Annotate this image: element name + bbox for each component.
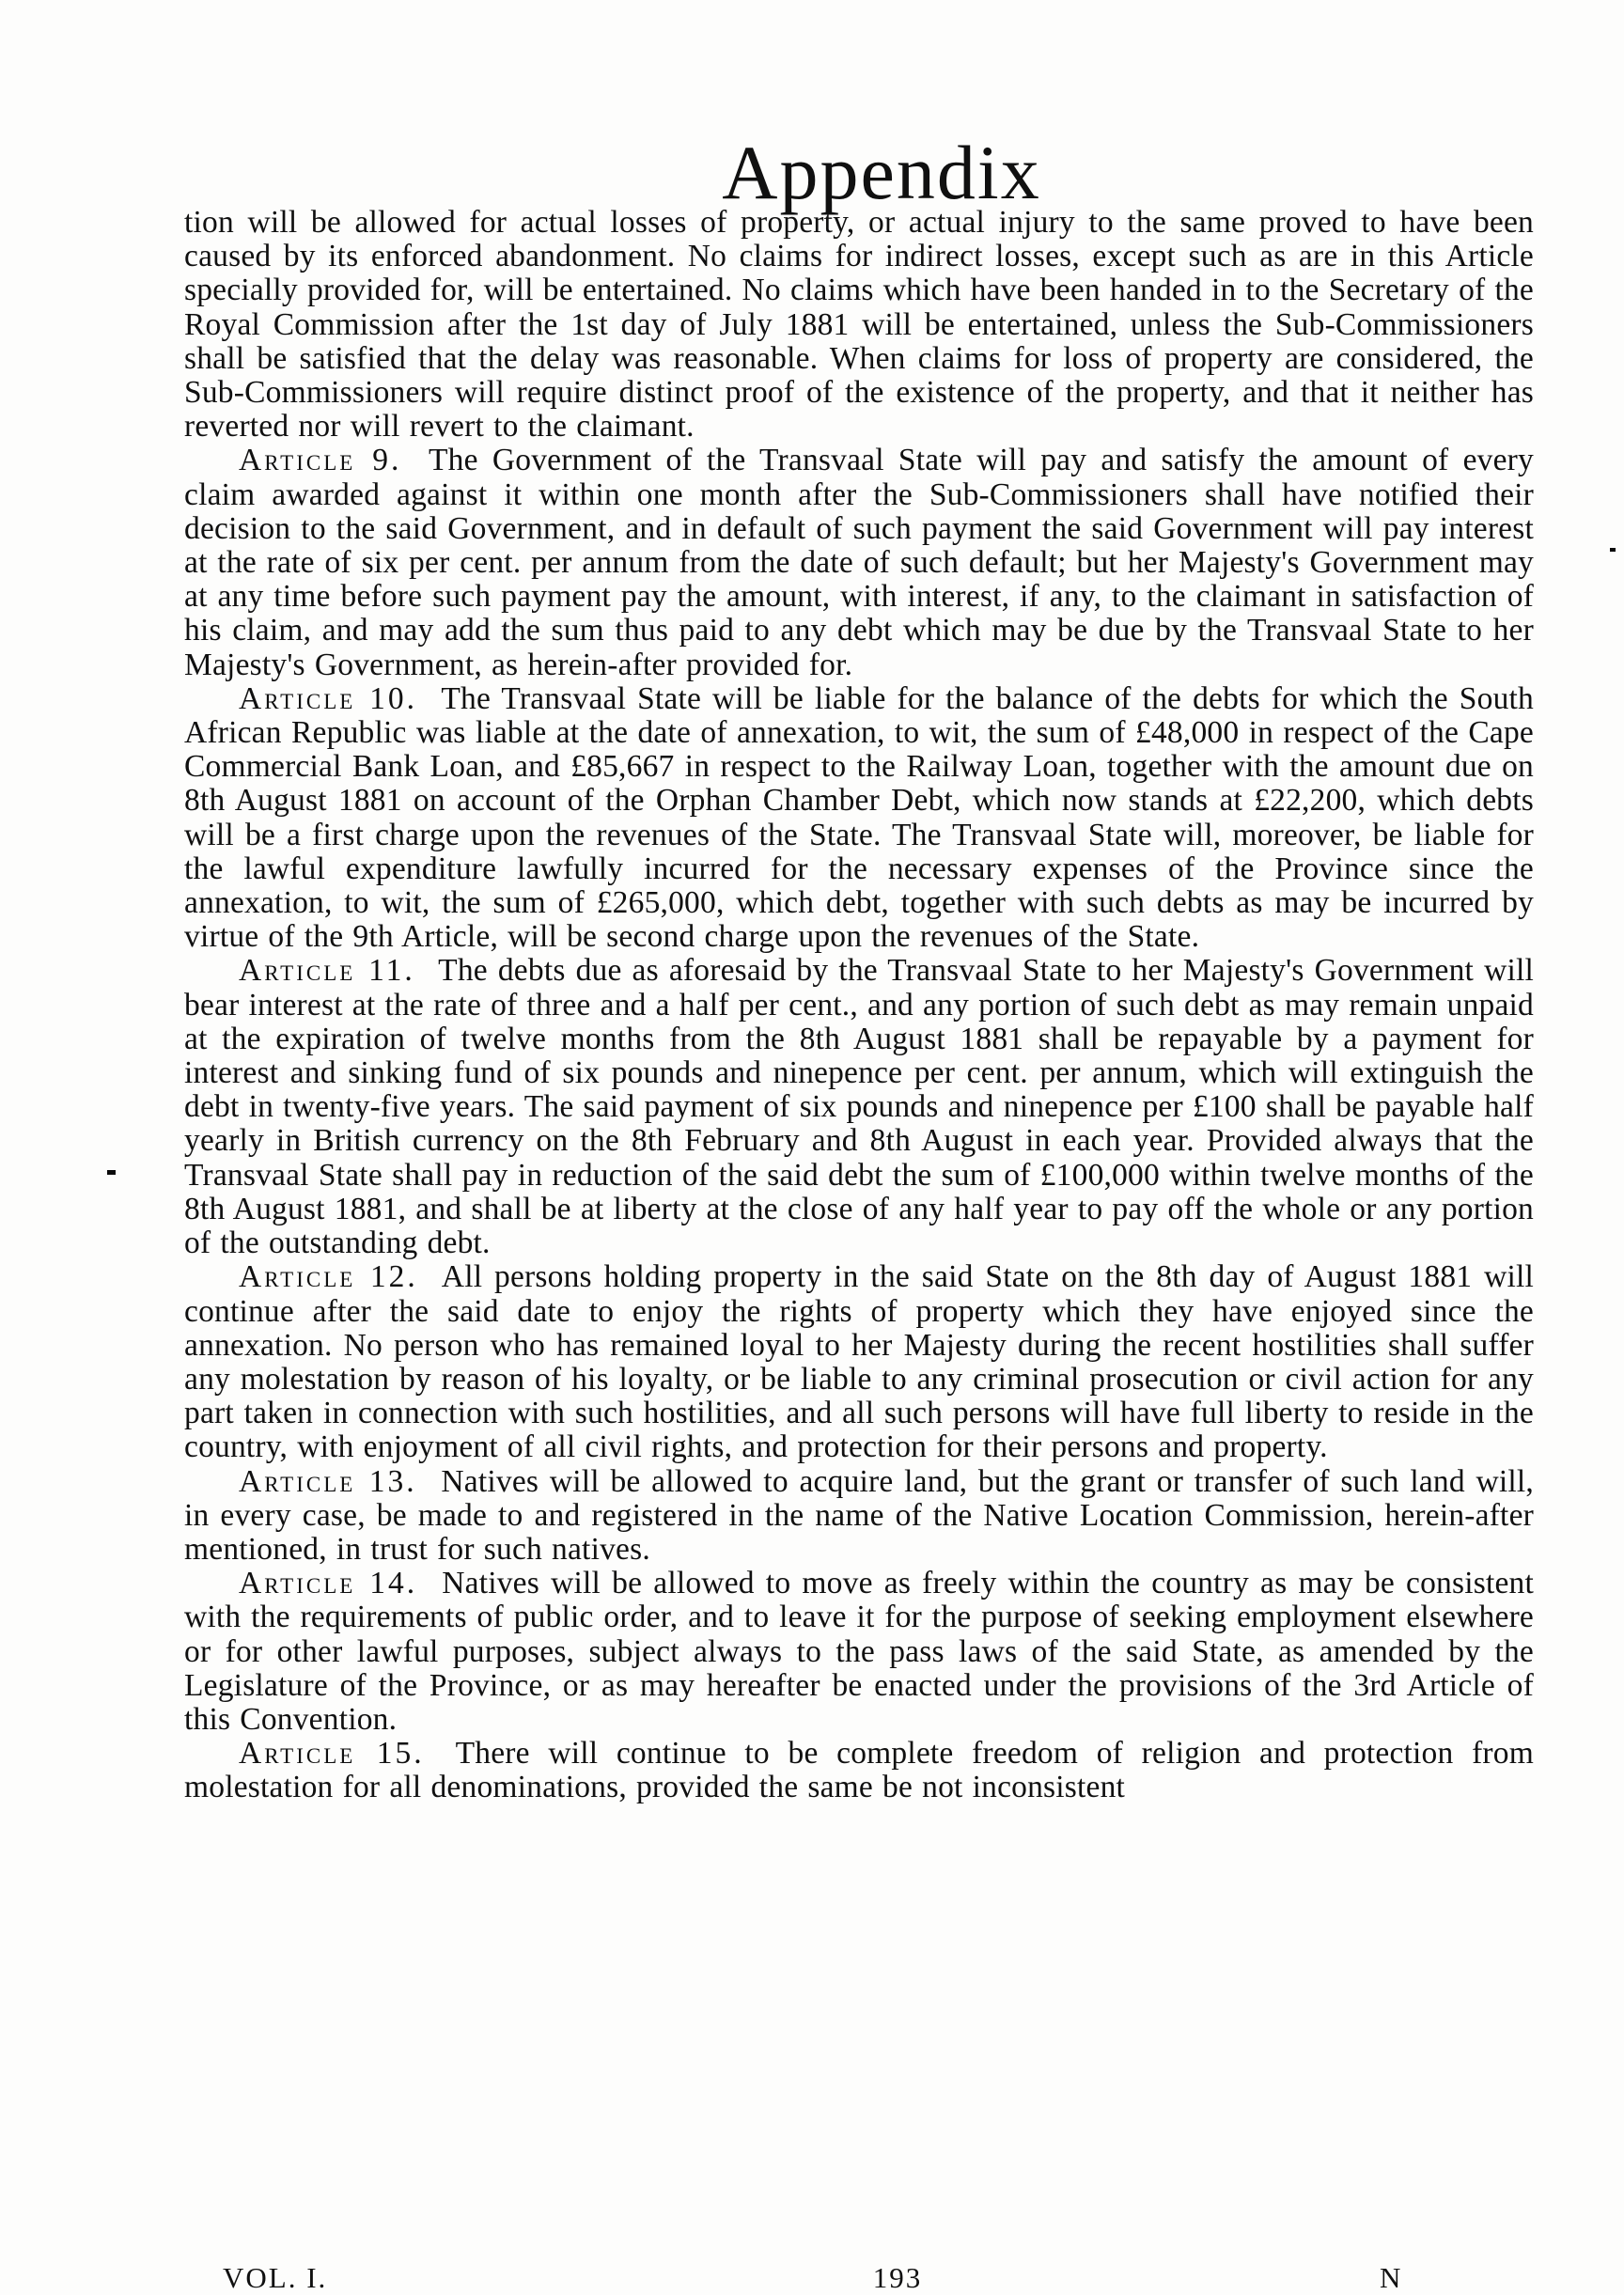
article-heading-label: Article 11.	[239, 953, 415, 989]
footer-page-number: 193	[872, 2261, 923, 2294]
scan-speck	[1610, 548, 1616, 552]
scan-speck	[107, 1170, 116, 1175]
continuation-paragraph: tion will be allowed for actual losses of property, or actual injury to the same proved to have been caused by its enforced abandonment. No claims for indirect losses, except such as are in this Article specially provided for, will be entertained. No claims which have been handed in to the Secretary of the Royal Commission after the 1st day of July 1881 will be entertained, unless the Sub-Commissioners shall be satisfied that the delay was reasonable. When claims for loss of property are considered, the Sub-Commissioners will require distinct proof of the existence of the property, and that it neither has reverted nor will revert to the claimant.	[184, 205, 1534, 445]
footer-signature-mark: N	[1380, 2261, 1403, 2294]
article-9-paragraph: Article 9. The Government of the Transvaal State will pay and satisfy the amount of every claim awarded against it within one month after the Sub-Commissioners shall have notified their decision to the said Government, and in default of such payment the said Government will pay interest at the rate of six per cent. per annum from the date of such default; but her Majesty's Government may at any time before such payment pay the amount, with interest, if any, to the claimant in satisfaction of his claim, and may add the sum thus paid to any debt which may be due by the Transvaal State to her Majesty's Government, as herein-after provided for.	[184, 443, 1534, 682]
body-text	[184, 206, 1534, 1805]
article-heading-label: Article 9.	[239, 443, 402, 478]
article-11-paragraph: Article 11. The debts due as aforesaid by the Transvaal State to her Majesty's Government will bear interest at the rate of three and a half per cent., and any portion of such debt as may remain unpaid at the expiration of twelve months from the 8th August 1881 shall be repayable by a payment for interest and sinking fund of six pounds and ninepence per cent. per annum, which will extinguish the debt in twenty-five years. The said payment of six pounds and ninepence per £100 shall be payable half yearly in British currency on the 8th February and 8th August in each year. Provided always that the Transvaal State shall pay in reduction of the said debt the sum of £100,000 within twelve months of the 8th August 1881, and shall be at liberty at the close of any half year to pay off the whole or any portion of the outstanding debt.	[184, 953, 1534, 1261]
article-15-paragraph: Article 15. There will continue to be complete freedom of religion and protection from molestation for all denominations, provided the same be not inconsistent	[184, 1736, 1534, 1805]
article-14-paragraph: Article 14. Natives will be allowed to move as freely within the country as may be consistent with the requirements of public order, and to leave it for the purpose of seeking employment elsewhere or for other lawful purposes, subject always to the pass laws of the said State, as amended by the Legislature of the Province, or as may hereafter be enacted under the provisions of the 3rd Article of this Convention.	[184, 1566, 1534, 1737]
footer-volume-label: VOL. I.	[223, 2261, 328, 2294]
article-heading-label: Article 13.	[239, 1463, 417, 1499]
article-12-paragraph: Article 12. All persons holding property in the said State on the 8th day of August 1881 will continue after the said date to enjoy the rights of property which they have enjoyed since the annexation. No person who has remained loyal to her Majesty during the recent hostilities shall suffer any molestation by reason of his loyalty, or be liable to any criminal prosecution or civil action for any part taken in connection with such hostilities, and all such persons will have full liberty to reside in the country, with enjoyment of all civil rights, and protection for their persons and property.	[184, 1259, 1534, 1465]
article-heading-label: Article 15.	[239, 1736, 425, 1772]
page-title: Appendix	[722, 129, 1041, 215]
article-heading-label: Article 10.	[239, 680, 417, 716]
article-10-paragraph: Article 10. The Transvaal State will be liable for the balance of the debts for which the South African Republic was liable at the date of annexation, to wit, the sum of £48,000 in respect of the Cape Commercial Bank Loan, and £85,667 in respect to the Railway Loan, together with the amount due on 8th August 1881 on account of the Orphan Chamber Debt, which now stands at £22,200, which debts will be a first charge upon the revenues of the State. The Transvaal State will, moreover, be liable for the lawful expenditure lawfully incurred for the necessary expenses of the Province since the annexation, to wit, the sum of £265,000, which debt, together with such debts as may be incurred by virtue of the 9th Article, will be second charge upon the revenues of the State.	[184, 680, 1534, 955]
article-heading-label: Article 12.	[239, 1259, 418, 1295]
article-heading-label: Article 14.	[239, 1566, 418, 1601]
article-13-paragraph: Article 13. Natives will be allowed to acquire land, but the grant or transfer of such land will, in every case, be made to and registered in the name of the Native Location Commission, herein-after mentioned, in trust for such natives.	[184, 1463, 1534, 1567]
